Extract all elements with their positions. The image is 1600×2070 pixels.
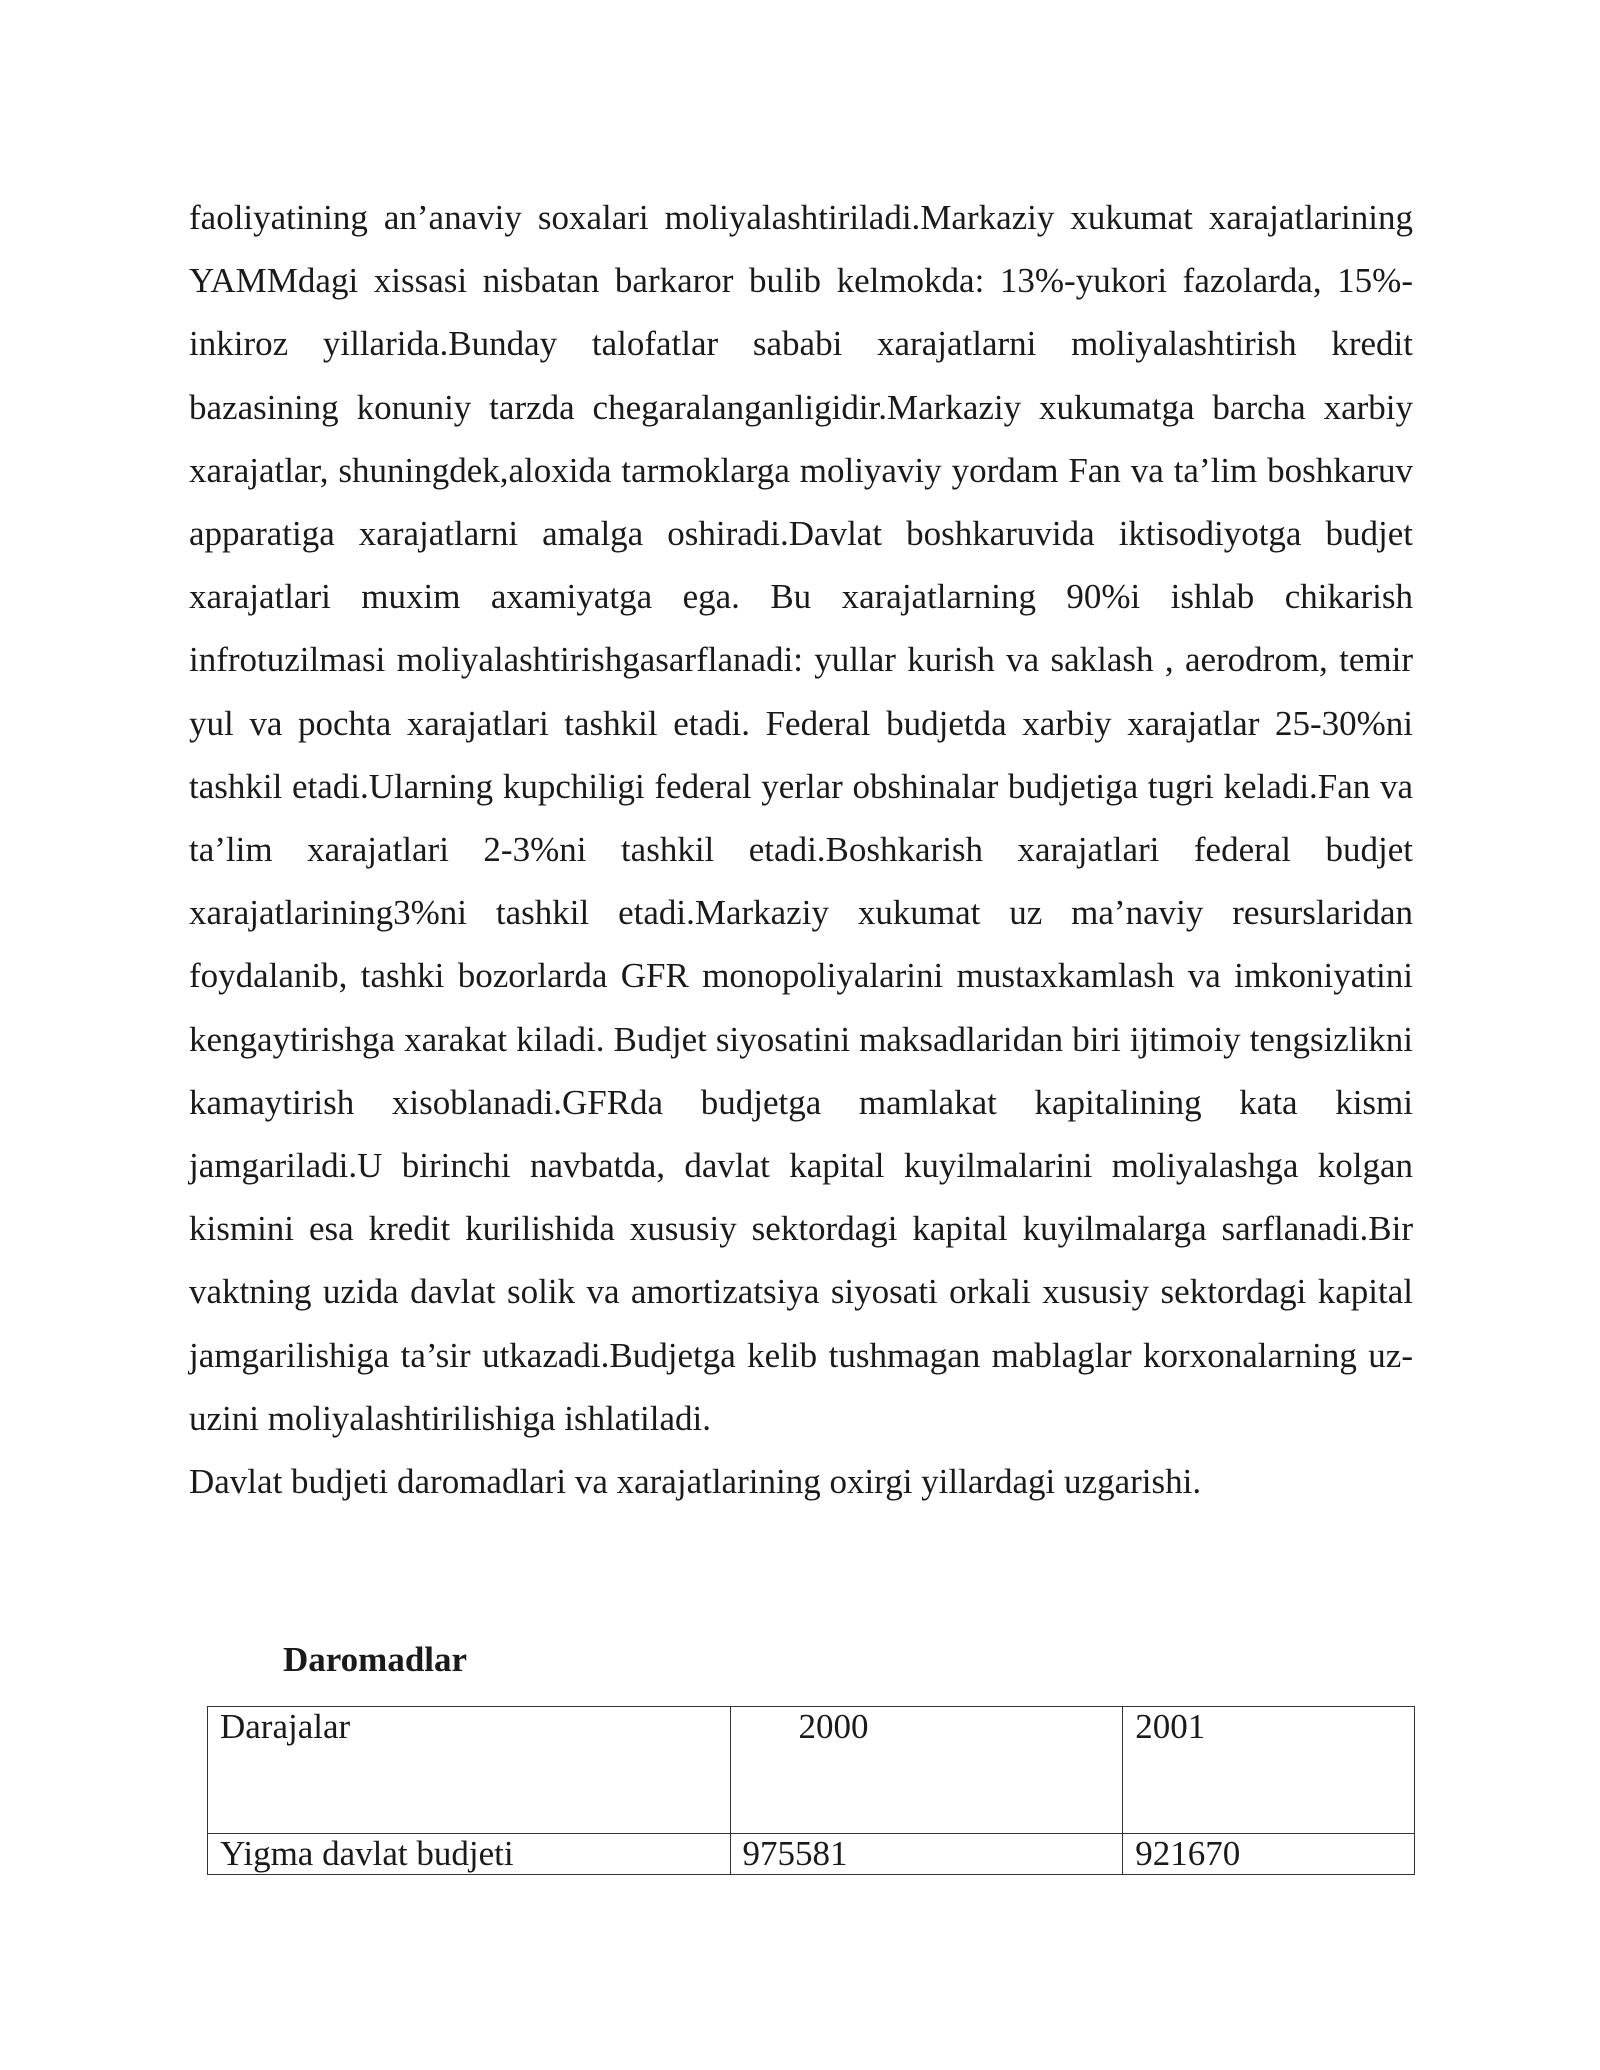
value-cell-2000: 975581 xyxy=(730,1834,1123,1875)
table-row xyxy=(208,1834,1415,1875)
header-cell-darajalar: Darajalar xyxy=(208,1707,731,1834)
row-label-cell: Yigma davlat budjeti xyxy=(208,1834,731,1875)
caption-paragraph: Davlat budjeti daromadlari va xarajatlarining oxirgi yillardagi uzgarishi. xyxy=(189,1462,1202,1502)
main-paragraph: faoliyatining an’anaviy soxalari moliyalashtiriladi.Markaziy xukumat xarajatlarining YAMMdagi xissasi nisbatan barkaror bulib kelmokda: 13%-yukori fazolarda, 15%-inkiroz yillarida.Bunday talofatlar sababi xarajatlarni moliyalashtirish kredit bazasining konuniy tarzda chegaralanganligidir.Markaziy xukumatga barcha xarbiy xarajatlar, shuningdek,aloxida tarmoklarga moliyaviy yordam Fan va ta’lim boshkaruv apparatiga xarajatlarni amalga oshiradi.Davlat boshkaruvida iktisodiyotga budjet xarajatlari muxim axamiyatga ega. Bu xarajatlarning 90%i ishlab chikarish infrotuzilmasi moliyalashtirishgasarflanadi: yullar kurish va saklash , aerodrom, temir yul va pochta xarajatlari tashkil etadi. Federal budjetda xarbiy xarajatlar 25-30%ni tashkil etadi.Ularning kupchiligi federal yerlar obshinalar budjetiga tugri keladi.Fan va ta’lim xarajatlari 2-3%ni tashkil etadi.Boshkarish xarajatlari federal budjet xarajatlarining3%ni tashkil etadi.Markaziy xukumat uz ma’naviy resurslaridan foydalanib, tashki bozorlarda GFR monopoliyalarini mustaxkamlash va imkoniyatini kengaytirishga xarakat kiladi. Budjet siyosatini maksadlaridan biri ijtimoiy tengsizlikni kamaytirish xisoblanadi.GFRda budjetga mamlakat kapitalining kata kismi jamgariladi.U birinchi navbatda, davlat kapital kuyilmalarini moliyalashga kolgan kismini esa kredit kurilishida xususiy sektordagi kapital kuyilmalarga sarflanadi.Bir vaktning uzida davlat solik va amortizatsiya siyosati orkali xususiy sektordagi kapital jamgarilishiga ta’sir utkazadi.Budjetga kelib tushmagan mablaglar korxonalarning uz-uzini moliyalashtirilishiga ishlatiladi. xyxy=(189,198,1413,1438)
table-header-row xyxy=(208,1707,1415,1834)
revenue-table xyxy=(207,1706,1415,1875)
table-title: Daromadlar xyxy=(283,1640,468,1679)
header-cell-2001: 2001 xyxy=(1123,1707,1415,1834)
value-cell-2001: 921670 xyxy=(1123,1834,1415,1875)
body-text xyxy=(189,186,1413,1513)
header-cell-2000: 2000 xyxy=(730,1707,1123,1834)
